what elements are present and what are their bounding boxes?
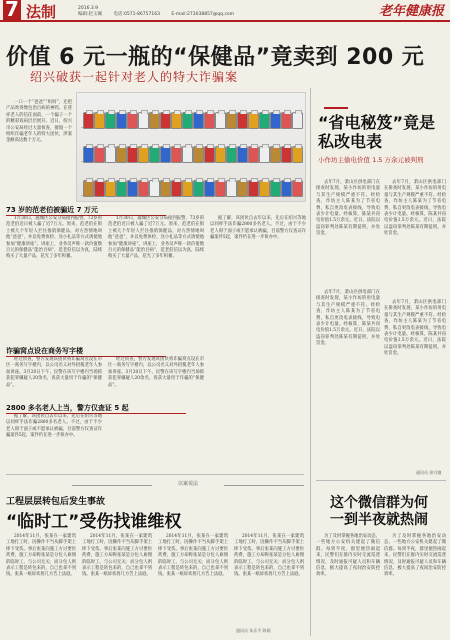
- product-bottle: [281, 112, 292, 129]
- rule-bottom: [6, 474, 304, 475]
- product-bottle: [204, 146, 215, 163]
- header-meta: [78, 6, 328, 17]
- bottom-byline: 通讯员 朱乐平 陈翔: [236, 628, 271, 633]
- sidebar-col-2b: 去年7月，萧山区供电部门在排查时发现，某小作坊的用电量与其生产规模严重不符。经检查，作坊主人陈某为了节省电费，私自更改电表接线，导致电表少计电量。经核算，陈某共窃电价值1.5万余元。近日，法院以盗窃罪判处陈某有期徒刑，并处罚金。: [384, 300, 446, 357]
- feature-col-2: 为了及时掌握各地治安动态，一些地方公安机关建起了微信群。每到半夜，群里便热闹起来，民警们在群内实时交流巡逻情况，及时通报可疑人员和车辆信息，极大提高了夜间治安防控效率。: [384, 534, 446, 578]
- product-bottle: [193, 180, 204, 197]
- product-bottle: [116, 112, 127, 129]
- product-bottle: [171, 146, 182, 163]
- page-number: 7: [3, 0, 21, 20]
- product-bottle: [270, 112, 281, 129]
- product-bottle: [127, 112, 138, 129]
- story-col-3: 据了解，该团伙自去年以来，先后在绍兴等地以同样手法诈骗2800多名老人。不过，由于不少老人碍于面子或不愿承认被骗，目前警方仅查证诈骗案件5起，案件仍在进一步侦办中。: [210, 216, 306, 241]
- editor: 编辑:赵玉佩: [78, 12, 103, 17]
- feature-title: 这个微信群为何一到半夜就热闹: [330, 495, 428, 528]
- section-heading-3: 2800 多名老人上当，警方仅查证 5 起: [6, 403, 186, 414]
- product-bottle: [138, 146, 149, 163]
- feature-col-1: 为了及时掌握各地治安动态，一些地方公安机关建起了微信群。每到半夜，群里便热闹起来，民警们在群内实时交流巡逻情况，及时通报可疑人员和车辆信息，极大提高了夜间治安防控效率。: [316, 534, 380, 578]
- section-title: 法制: [26, 3, 57, 21]
- sidebar-byline: 通讯员 余月娥: [416, 470, 442, 475]
- product-bottle: [116, 180, 127, 197]
- sidebar-subtitle: 小作坊主偷电价值 1.5 万余元被判刑: [318, 156, 424, 164]
- product-bottle: [171, 112, 182, 129]
- product-bottle: [248, 112, 259, 129]
- product-bottle: [204, 112, 215, 129]
- sidebar-col-1: 去年7月，萧山区供电部门在排查时发现，某小作坊的用电量与其生产规模严重不符。经检查，作坊主人陈某为了节省电费，私自更改电表接线，导致电表少计电量。经核算，陈某共窃电价值1.5万余元。近日，法院以盗窃罪判处陈某有期徒刑，并处罚金。: [316, 180, 380, 237]
- product-bottle: [160, 146, 171, 163]
- sidebar-col-1b: 去年7月，萧山区供电部门在排查时发现，某小作坊的用电量与其生产规模严重不符。经检查，作坊主人陈某为了节省电费，私自更改电表接线，导致电表少计电量。经核算，陈某共窃电价值1.5万余元。近日，法院以盗窃罪判处陈某有期徒刑，并处罚金。: [316, 290, 380, 347]
- product-bottle: [259, 112, 270, 129]
- bottom-title: “临时工”受伤找谁维权: [6, 512, 182, 532]
- product-bottle: [215, 112, 226, 129]
- product-bottle: [94, 180, 105, 197]
- product-bottle: [237, 146, 248, 163]
- product-bottle: [105, 112, 116, 129]
- product-bottle: [160, 180, 171, 197]
- bottom-col-2: 2014年11月，张某在一家建筑工地打工时，因操作不当从脚手架上摔下受伤。事后张某向施工方讨要医药费，施工方却称张某是分包人雇佣的临时工，与公司无关；而分包人则表示工程是转包来的，自己也拿不到钱。张某一纸诉状将几方告上法庭。: [82, 534, 152, 578]
- product-bottle: [138, 180, 149, 197]
- product-bottle: [94, 146, 105, 163]
- bottom-kicker: 工程层层转包后发生事故: [6, 497, 106, 507]
- product-bottle: [171, 180, 182, 197]
- product-bottle: [149, 112, 160, 129]
- phone: 电话:0571-86757163: [113, 12, 160, 17]
- product-bottle: [215, 146, 226, 163]
- sidebar-rule: [316, 480, 446, 481]
- product-bottle: [215, 180, 226, 197]
- section-heading-1: 73 岁的范老伯被骗近 7 万元: [6, 205, 166, 216]
- product-bottle: [237, 180, 248, 197]
- product-bottle: [105, 146, 116, 163]
- product-bottle: [270, 146, 281, 163]
- ornament-label: 以案说法: [72, 480, 304, 490]
- bottom-col-1: 2014年11月，张某在一家建筑工地打工时，因操作不当从脚手架上摔下受伤。事后张某向施工方讨要医药费，施工方却称张某是分包人雇佣的临时工，与公司无关；而分包人则表示工程是转包来的，自己也拿不到钱。张某一纸诉状将几方告上法庭。: [6, 534, 76, 578]
- section-heading-2: 诈骗窝点设在商务写字楼: [6, 346, 166, 357]
- product-bottle: [83, 180, 94, 197]
- sidebar-title: “省电秘笈”竟是私改电表: [318, 113, 438, 151]
- bottom-col-3: 2014年11月，张某在一家建筑工地打工时，因操作不当从脚手架上摔下受伤。事后张某向施工方讨要医药费，施工方却称张某是分包人雇佣的临时工，与公司无关；而分包人则表示工程是转包来的，自己也拿不到钱。张某一纸诉状将几方告上法庭。: [158, 534, 228, 578]
- product-bottle: [127, 180, 138, 197]
- product-bottle: [138, 112, 149, 129]
- story-col-2: 1月30日，越城区公安分局接到报警，73岁的范老伯近日被人骗了近7万元。原来，范老伯在街上被几个年轻人拦住推销保健品，对方热情地叫他“爸爸”，并以免费体检、送小礼品等方式诱使他参加“健康讲座”。讲座上，业务员声称一款价值数百元的保健品“能治百病”，范老伯信以为真，陆续购买了大量产品，花光了多年积蓄。: [108, 216, 204, 260]
- product-bottle: [94, 112, 105, 129]
- headline: 价值 6 元一瓶的“保健品”竟卖到 200 元: [6, 45, 425, 70]
- product-bottle: [292, 112, 303, 129]
- product-bottle: [292, 180, 303, 197]
- product-bottle: [226, 146, 237, 163]
- product-bottle: [116, 146, 127, 163]
- column-divider: [310, 88, 311, 636]
- product-bottle: [292, 146, 303, 163]
- product-bottle: [248, 146, 259, 163]
- product-bottle: [226, 112, 237, 129]
- product-bottle: [83, 146, 94, 163]
- sidebar-col-2: 去年7月，萧山区供电部门在排查时发现，某小作坊的用电量与其生产规模严重不符。经检查，作坊主人陈某为了节省电费，私自更改电表接线，导致电表少计电量。经核算，陈某共窃电价值1.5万余元。近日，法院以盗窃罪判处陈某有期徒刑，并处罚金。: [384, 180, 446, 237]
- product-bottle: [193, 146, 204, 163]
- seized-products-photo: [76, 92, 306, 202]
- section-body-3: 据了解，该团伙自去年以来，先后在绍兴等地以同样手法诈骗2800多名老人。不过，由于不少老人碍于面子或不愿承认被骗，目前警方仅查证诈骗案件5起，案件仍在进一步侦办中。: [6, 414, 102, 439]
- product-bottle: [182, 180, 193, 197]
- product-bottle: [270, 180, 281, 197]
- product-bottle: [105, 180, 116, 197]
- page-header: [0, 0, 450, 22]
- product-bottle: [127, 146, 138, 163]
- product-bottle: [193, 112, 204, 129]
- subheadline: 绍兴破获一起针对老人的特大诈骗案: [30, 70, 239, 84]
- lede-paragraph: 一口一个“爸爸”“妈妈”，还把产品吹得像包治百病的神药。在慈祥老人的信任面前，一个骗子一个的精彩戏码层层展开。近日，绍兴市公安局经过大量侦查，摧毁一个组织诈骗老年人的特大团伙，涉案金额高达数十万元。: [6, 100, 72, 144]
- product-bottle: [248, 180, 259, 197]
- product-bottle: [83, 112, 94, 129]
- product-bottle: [160, 112, 171, 129]
- product-bottle: [149, 180, 160, 197]
- product-bottle: [281, 180, 292, 197]
- product-bottle: [149, 146, 160, 163]
- product-bottle: [182, 112, 193, 129]
- product-bottle: [281, 146, 292, 163]
- email: E-mail:273038857@qq.com: [171, 12, 235, 17]
- product-bottle: [226, 180, 237, 197]
- bottom-col-4: 2014年11月，张某在一家建筑工地打工时，因操作不当从脚手架上摔下受伤。事后张某向施工方讨要医药费，施工方却称张某是分包人雇佣的临时工，与公司无关；而分包人则表示工程是转包来的，自己也拿不到钱。张某一纸诉状将几方告上法庭。: [234, 534, 304, 578]
- product-bottle: [237, 112, 248, 129]
- product-bottle: [182, 146, 193, 163]
- section-body-1: 1月30日，越城区公安分局接到报警，73岁的范老伯近日被人骗了近7万元。原来，范老伯在街上被几个年轻人拦住推销保健品，对方热情地叫他“爸爸”，并以免费体检、送小礼品等方式诱使他参加“健康讲座”。讲座上，业务员声称一款价值数百元的保健品“能治百病”，范老伯信以为真，陆续购买了大量产品，花光了多年积蓄。: [6, 216, 102, 260]
- issue-date: 2016.3.9: [78, 6, 99, 11]
- story-col-2b: 经过侦查，警方发现该团伙将诈骗窝点设在市区一商务写字楼内，以公司名义对外招揽老年人参加讲座。3月20日下午，民警在该写字楼内当场抓获犯罪嫌疑人20余名，查获大量用于诈骗的“保健品”。: [108, 357, 204, 388]
- section-body-2: 经过侦查，警方发现该团伙将诈骗窝点设在市区一商务写字楼内，以公司名义对外招揽老年人参加讲座。3月20日下午，民警在该写字楼内当场抓获犯罪嫌疑人20余名，查获大量用于诈骗的“保健品”。: [6, 357, 102, 388]
- product-bottle: [259, 146, 270, 163]
- newspaper-brand: 老年健康报: [378, 4, 444, 19]
- product-bottle: [204, 180, 215, 197]
- product-bottle: [259, 180, 270, 197]
